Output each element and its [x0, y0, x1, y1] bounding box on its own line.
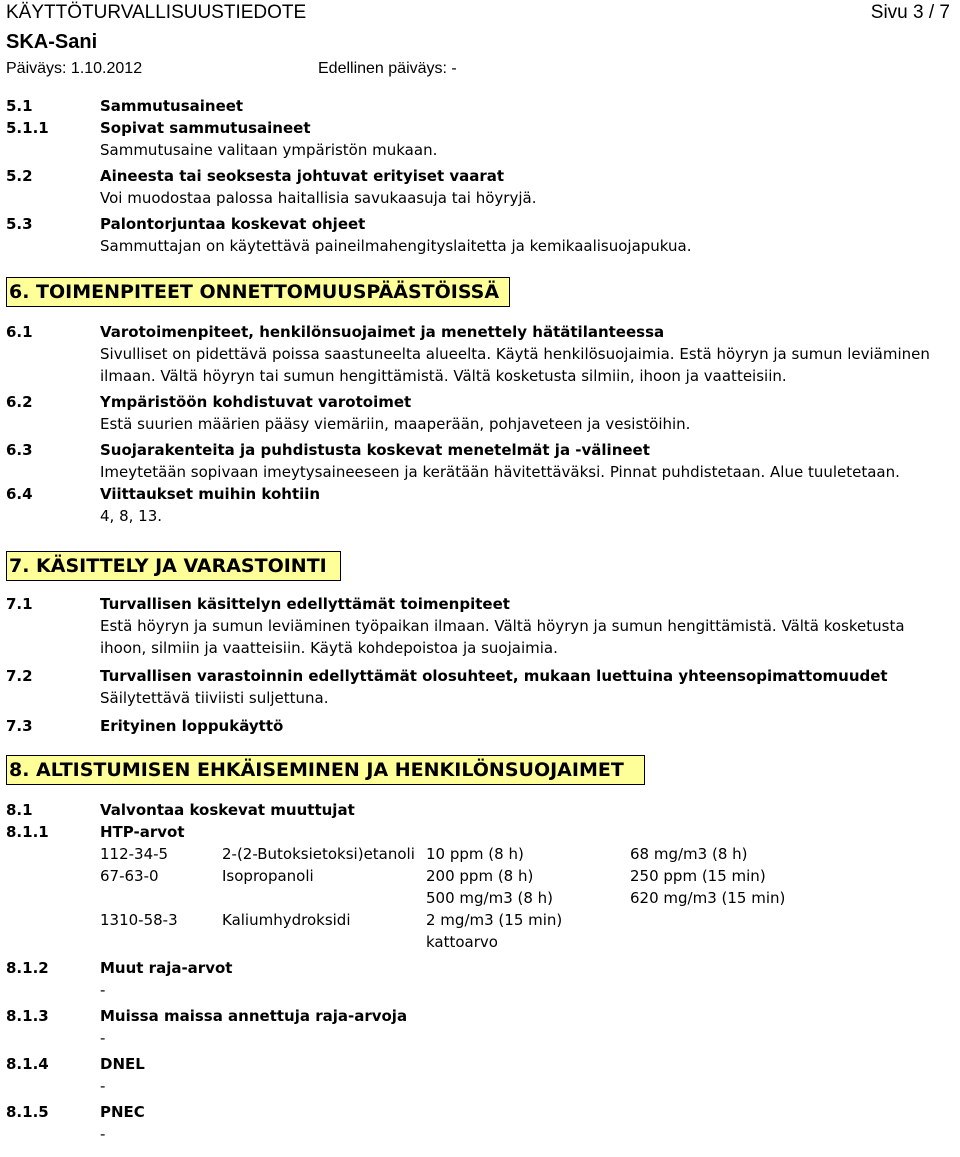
subsection-8-1-5	[6, 1101, 954, 1145]
subsection-number: 8.1.2	[6, 959, 49, 977]
subsection-text: Sivulliset on pidettävä poissa saastuneelta alueelta. Käytä henkilösuojaimia. Estä höyryn ja sumun leviäminen	[100, 345, 930, 363]
subsection-number: 7.3	[6, 717, 33, 735]
subsection-title: Sopivat sammutusaineet	[100, 119, 311, 137]
subsection-8-1	[6, 799, 954, 821]
subsection-number: 5.1	[6, 97, 33, 115]
subsection-5-2	[6, 165, 954, 209]
subsection-text: ihoon, silmiin ja vaatteisiin. Käytä kohdepoistoa ja suojaimia.	[100, 639, 558, 657]
subsection-number: 7.1	[6, 595, 33, 613]
subsection-text: Sammutusaine valitaan ympäristön mukaan.	[100, 141, 438, 159]
subsection-7-3	[6, 715, 954, 737]
subsection-title: Sammutusaineet	[100, 97, 244, 115]
subsection-text: 4, 8, 13.	[100, 507, 163, 525]
subsection-title: Turvallisen varastoinnin edellyttämät olosuhteet, mukaan luettuina yhteensopimattomuudet	[100, 667, 888, 685]
subsection-number: 5.3	[6, 215, 33, 233]
subsection-5-3	[6, 213, 954, 257]
subsection-6-3	[6, 439, 954, 483]
subsection-number: 8.1	[6, 801, 33, 819]
subsection-number: 8.1.1	[6, 823, 49, 841]
subsection-number: 8.1.5	[6, 1103, 49, 1121]
subsection-number: 6.1	[6, 323, 33, 341]
subsection-number: 5.2	[6, 167, 33, 185]
subsection-text: -	[100, 1029, 106, 1047]
limit-note: kattoarvo	[426, 933, 498, 951]
subsection-number: 5.1.1	[6, 119, 49, 137]
previous-date: Edellinen päiväys: -	[318, 60, 457, 77]
limit-value: 200 ppm (8 h)	[426, 867, 534, 885]
issue-date: Päiväys: 1.10.2012	[6, 60, 143, 77]
subsection-7-2	[6, 665, 954, 709]
subsection-text: Säilytettävä tiiviisti suljettuna.	[100, 689, 329, 707]
subsection-title: Ympäristöön kohdistuvat varotoimet	[100, 393, 412, 411]
subsection-title: Palontorjuntaa koskevat ohjeet	[100, 215, 366, 233]
cas-number: 1310-58-3	[100, 911, 178, 929]
subsection-number: 6.4	[6, 485, 33, 503]
subsection-text: -	[100, 1077, 106, 1095]
document-title: KÄYTTÖTURVALLISUUSTIEDOTE	[6, 2, 307, 23]
subsection-text: ilmaan. Vältä höyryn tai sumun hengittämistä. Vältä kosketusta silmiin, ihoon ja vaatteisiin.	[100, 367, 787, 385]
subsection-text: Voi muodostaa palossa haitallisia savukaasuja tai höyryjä.	[100, 189, 537, 207]
subsection-5-1	[6, 95, 954, 117]
subsection-number: 6.3	[6, 441, 33, 459]
limit-value: 620 mg/m3 (15 min)	[630, 889, 786, 907]
substance-name: Kaliumhydroksidi	[222, 911, 351, 929]
substance-name: 2-(2-Butoksietoksi)etanoli	[222, 845, 415, 863]
subsection-8-1-3	[6, 1005, 954, 1049]
document-body	[6, 95, 954, 1145]
subsection-6-2	[6, 391, 954, 435]
section-6-heading: 6. TOIMENPITEET ONNETTOMUUSPÄÄSTÖISSÄ	[6, 277, 510, 307]
subsection-title: Muissa maissa annettuja raja-arvoja	[100, 1007, 408, 1025]
subsection-title: Aineesta tai seoksesta johtuvat erityiset vaarat	[100, 167, 505, 185]
page-number: Sivu 3 / 7	[870, 2, 950, 23]
subsection-text: -	[100, 1125, 106, 1143]
subsection-title: Valvontaa koskevat muuttujat	[100, 801, 355, 819]
section-8-heading: 8. ALTISTUMISEN EHKÄISEMINEN JA HENKILÖNSUOJAIMET	[6, 755, 645, 785]
limit-value: 500 mg/m3 (8 h)	[426, 889, 554, 907]
subsection-number: 7.2	[6, 667, 33, 685]
subsection-5-1-1	[6, 117, 954, 161]
subsection-title: Erityinen loppukäyttö	[100, 717, 284, 735]
subsection-title: DNEL	[100, 1055, 145, 1073]
cas-number: 112-34-5	[100, 845, 169, 863]
cas-number: 67-63-0	[100, 867, 159, 885]
subsection-7-1	[6, 593, 954, 659]
subsection-text: Estä höyryn ja sumun leviäminen työpaikan ilmaan. Vältä höyryn ja sumun hengittämistä. Vältä kosketusta	[100, 617, 905, 635]
subsection-number: 6.2	[6, 393, 33, 411]
section-7-heading: 7. KÄSITTELY JA VARASTOINTI	[6, 551, 341, 581]
subsection-number: 8.1.4	[6, 1055, 49, 1073]
subsection-number: 8.1.3	[6, 1007, 49, 1025]
subsection-text: Estä suurien määrien pääsy viemäriin, maaperään, pohjaveteen ja vesistöihin.	[100, 415, 691, 433]
substance-name: Isopropanoli	[222, 867, 314, 885]
subsection-title: Viittaukset muihin kohtiin	[100, 485, 321, 503]
product-name: SKA-Sani	[6, 31, 98, 53]
subsection-8-1-1	[6, 821, 954, 843]
limit-value: 10 ppm (8 h)	[426, 845, 524, 863]
date-line	[6, 60, 954, 78]
subsection-title: Muut raja-arvot	[100, 959, 233, 977]
subsection-text: Imeytetään sopivaan imeytysaineeseen ja kerätään hävitettäväksi. Pinnat puhdistetaan. Alue tuuletetaan.	[100, 463, 900, 481]
subsection-text: -	[100, 981, 106, 999]
subsection-8-1-4	[6, 1053, 954, 1097]
subsection-text: Sammuttajan on käytettävä paineilmahengityslaitetta ja kemikaalisuojapukua.	[100, 237, 692, 255]
exposure-limits-table	[100, 843, 954, 951]
limit-value: 68 mg/m3 (8 h)	[630, 845, 748, 863]
subsection-title: PNEC	[100, 1103, 145, 1121]
subsection-8-1-2	[6, 957, 954, 1001]
subsection-title: Varotoimenpiteet, henkilönsuojaimet ja menettely hätätilanteessa	[100, 323, 665, 341]
subsection-title: Turvallisen käsittelyn edellyttämät toimenpiteet	[100, 595, 510, 613]
subsection-title: HTP-arvot	[100, 823, 185, 841]
subsection-6-1	[6, 321, 954, 387]
limit-value: 250 ppm (15 min)	[630, 867, 766, 885]
limit-value: 2 mg/m3 (15 min)	[426, 911, 563, 929]
subsection-title: Suojarakenteita ja puhdistusta koskevat menetelmät ja -välineet	[100, 441, 650, 459]
subsection-6-4	[6, 483, 954, 527]
